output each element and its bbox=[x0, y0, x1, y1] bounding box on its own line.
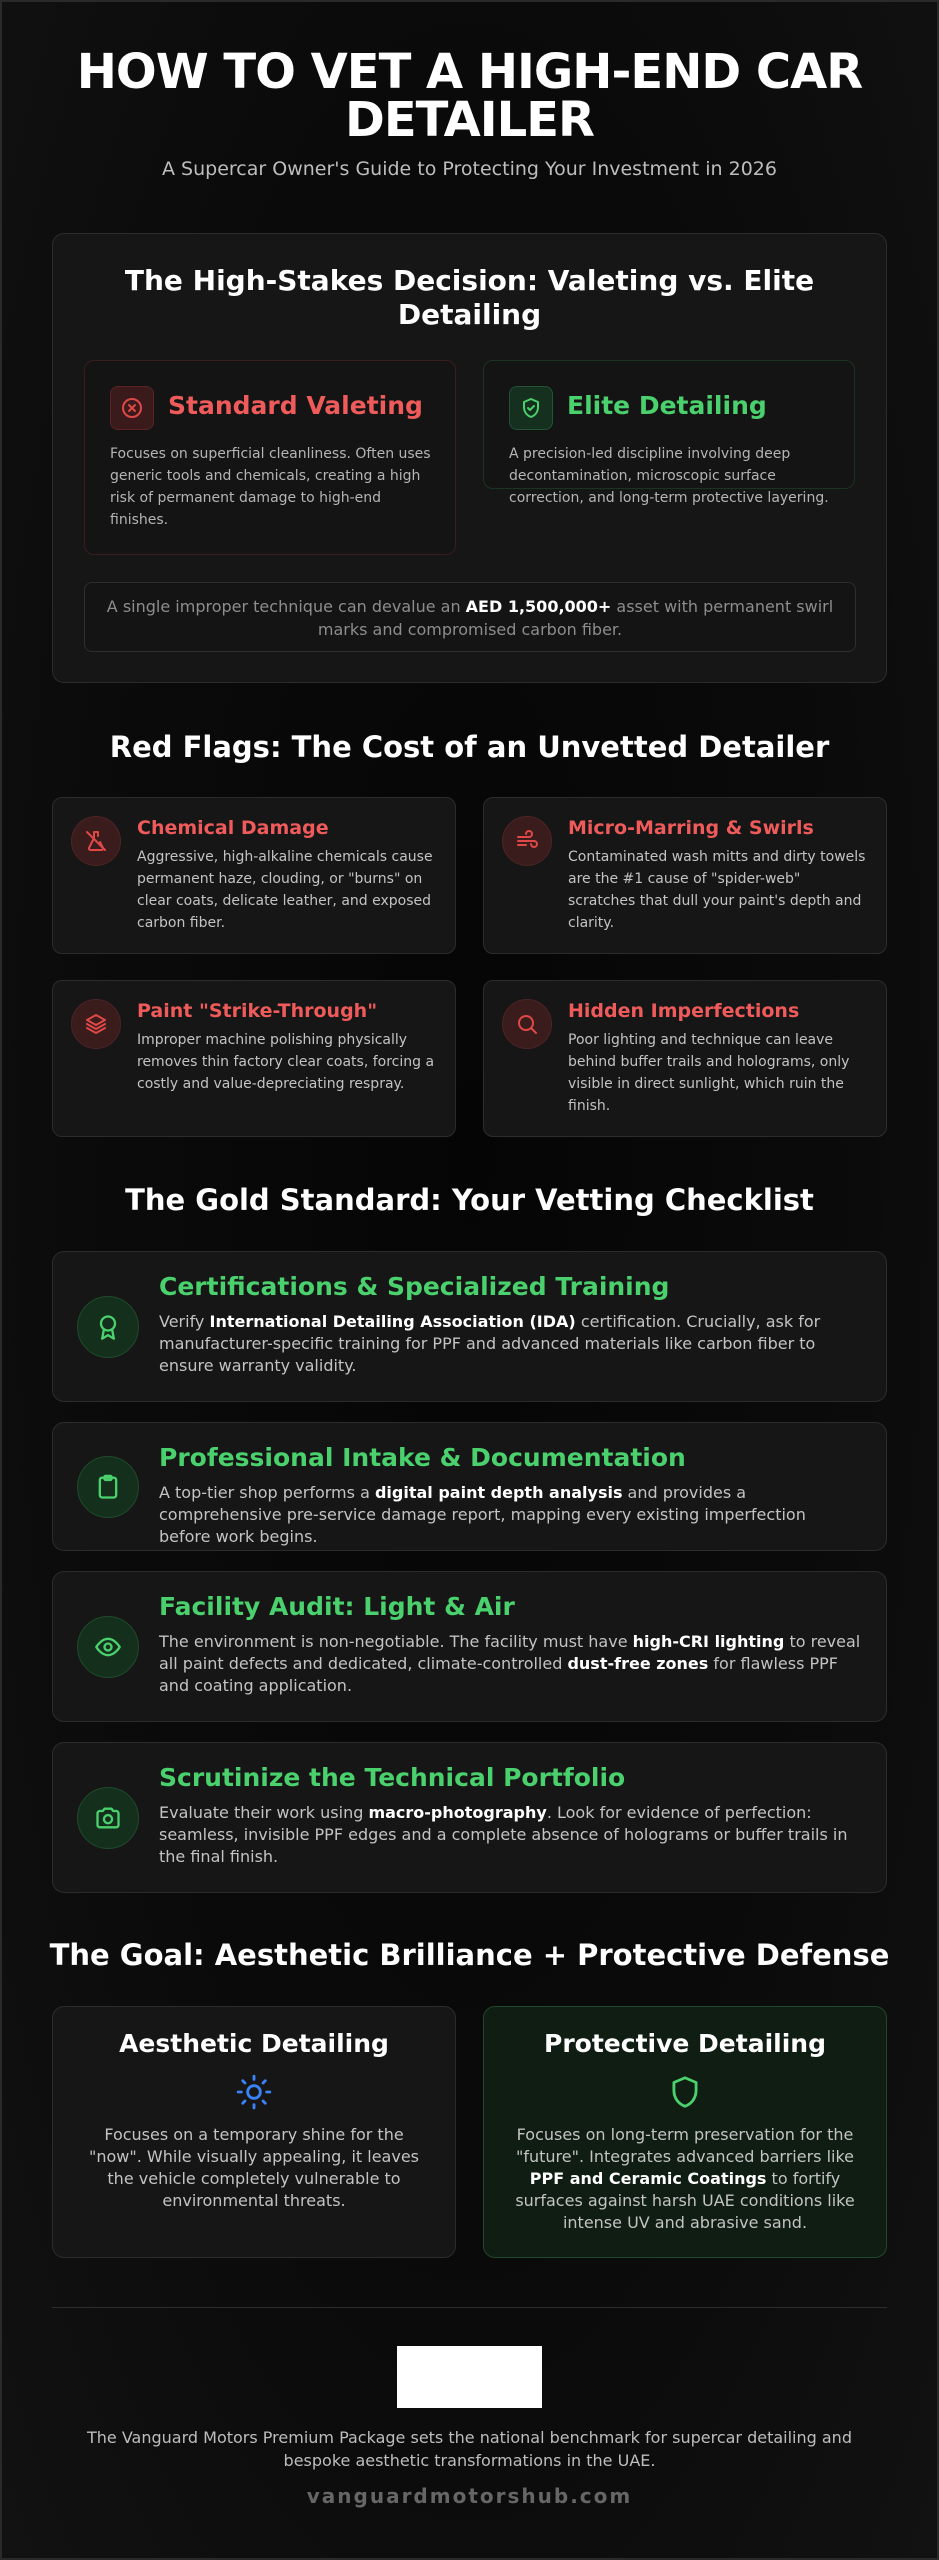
checklist-item-desc bbox=[159, 1631, 862, 1697]
protective-title: Protective Detailing bbox=[544, 2029, 826, 2058]
checklist-item bbox=[52, 1422, 887, 1551]
checklist-item-desc bbox=[159, 1482, 862, 1548]
shield-icon bbox=[484, 2073, 886, 2111]
checklist-item-desc bbox=[159, 1802, 862, 1868]
checklist-item-title: Professional Intake & Documentation bbox=[159, 1443, 686, 1472]
desc-text: certification. Crucially, ask for manufacturer-specific training for PPF and advanced materials like carbon fiber to ensure warranty validity. bbox=[159, 1312, 821, 1375]
flag-desc: Contaminated wash mitts and dirty towels are the #1 cause of "spider-web" scratches that dull your paint's depth and clarity. bbox=[568, 849, 866, 931]
checklist-item-title: Scrutinize the Technical Portfolio bbox=[159, 1763, 626, 1792]
checklist-item bbox=[52, 1571, 887, 1722]
checklist-title: The Gold Standard: Your Vetting Checklist bbox=[125, 1183, 814, 1217]
goal-title: The Goal: Aesthetic Brilliance + Protective Defense bbox=[49, 1938, 890, 1972]
aesthetic-title: Aesthetic Detailing bbox=[119, 2029, 389, 2058]
standard-valeting-card bbox=[84, 360, 456, 555]
search-icon bbox=[502, 999, 552, 1049]
checklist-item bbox=[52, 1251, 887, 1402]
checklist-item-title: Facility Audit: Light & Air bbox=[159, 1592, 515, 1621]
checklist-item bbox=[52, 1742, 887, 1893]
flag-title: Hidden Imperfections bbox=[568, 1000, 800, 1022]
standard-valeting-desc: Focuses on superficial cleanliness. Often uses generic tools and chemicals, creating a high risk of permanent damage to high-end finishes. bbox=[110, 446, 431, 528]
aesthetic-desc: Focuses on a temporary shine for the "now". While visually appealing, it leaves the vehicle completely vulnerable to environmental threats. bbox=[89, 2125, 419, 2210]
flag-desc: Aggressive, high-alkaline chemicals cause permanent haze, clouding, or "burns" on clear coats, delicate leather, and exposed carbon fiber. bbox=[137, 849, 433, 931]
desc-text: to reveal all paint defects and dedicated, climate-controlled bbox=[159, 1632, 861, 1673]
footer-divider bbox=[52, 2307, 887, 2308]
desc-highlight: PPF and Ceramic Coatings bbox=[529, 2169, 767, 2188]
protective-desc bbox=[508, 2124, 862, 2234]
clipboard-icon bbox=[77, 1456, 139, 1518]
award-icon bbox=[77, 1296, 139, 1358]
flag-card bbox=[52, 980, 456, 1137]
elite-detailing-card bbox=[483, 360, 855, 506]
flag-card bbox=[483, 980, 887, 1137]
decision-section bbox=[52, 233, 887, 683]
flag-card bbox=[52, 797, 456, 954]
desc-highlight: International Detailing Association (IDA) bbox=[209, 1312, 576, 1331]
desc-text: Evaluate their work using bbox=[159, 1803, 369, 1822]
protective-detailing-card bbox=[483, 2006, 887, 2258]
flask-off-icon bbox=[71, 816, 121, 866]
footer-text: The Vanguard Motors Premium Package sets the national benchmark for supercar detailing and bespoke aesthetic transformations in the UAE. bbox=[87, 2428, 852, 2470]
flag-card bbox=[483, 797, 887, 954]
red-flags-title: Red Flags: The Cost of an Unvetted Detailer bbox=[109, 730, 830, 764]
page-subtitle: A Supercar Owner's Guide to Protecting Your Investment in 2026 bbox=[162, 158, 777, 180]
devaluation-warning bbox=[84, 582, 856, 652]
desc-text: for flawless PPF and coating application. bbox=[159, 1654, 838, 1695]
desc-highlight: macro-photography bbox=[368, 1803, 547, 1822]
warning-text-end: asset with permanent swirl marks and compromised carbon fiber. bbox=[317, 597, 834, 639]
flag-desc: Poor lighting and technique can leave behind buffer trails and holograms, only visible in direct sunlight, which ruin the finish. bbox=[568, 1032, 850, 1114]
desc-highlight: dust-free zones bbox=[567, 1654, 709, 1673]
desc-text: The environment is non-negotiable. The facility must have bbox=[159, 1632, 633, 1651]
checklist-item-title: Certifications & Specialized Training bbox=[159, 1272, 670, 1301]
checklist-item-desc bbox=[159, 1311, 862, 1377]
warning-amount: AED 1,500,000+ bbox=[465, 597, 612, 616]
desc-highlight: digital paint depth analysis bbox=[374, 1483, 623, 1502]
aesthetic-detailing-card bbox=[52, 2006, 456, 2258]
elite-detailing-title: Elite Detailing bbox=[567, 391, 767, 420]
brand-logo bbox=[397, 2346, 542, 2408]
desc-text: . Look for evidence of perfection: seamless, invisible PPF edges and a complete absence of holograms or buffer trails in the final finish. bbox=[159, 1803, 848, 1866]
flag-title: Micro-Marring & Swirls bbox=[568, 817, 814, 839]
desc-text: Focuses on long-term preservation for the "future". Integrates advanced barriers like bbox=[515, 2125, 854, 2166]
desc-text: A top-tier shop performs a bbox=[159, 1483, 375, 1502]
flag-title: Paint "Strike-Through" bbox=[137, 1000, 378, 1022]
decision-title: The High-Stakes Decision: Valeting vs. Elite Detailing bbox=[124, 264, 815, 331]
elite-detailing-desc: A precision-led discipline involving deep decontamination, microscopic surface correction, and long-term protective layering. bbox=[509, 446, 829, 506]
layers-icon bbox=[71, 999, 121, 1049]
shield-check-icon bbox=[509, 386, 553, 430]
flag-title: Chemical Damage bbox=[137, 817, 329, 839]
desc-text: Verify bbox=[159, 1312, 210, 1331]
footer-url[interactable]: vanguardmotorshub.com bbox=[306, 2484, 633, 2508]
camera-icon bbox=[77, 1787, 139, 1849]
desc-highlight: high-CRI lighting bbox=[632, 1632, 785, 1651]
eye-icon bbox=[77, 1616, 139, 1678]
flag-desc: Improper machine polishing physically removes thin factory clear coats, forcing a costly and value-depreciating respray. bbox=[137, 1032, 435, 1092]
x-circle-icon bbox=[110, 386, 154, 430]
sun-icon bbox=[53, 2073, 455, 2111]
warning-text: A single improper technique can devalue an bbox=[106, 597, 466, 616]
standard-valeting-title: Standard Valeting bbox=[168, 391, 423, 420]
desc-text: and provides a comprehensive pre-service damage report, mapping every existing imperfection before work begins. bbox=[159, 1483, 806, 1546]
wind-icon bbox=[502, 816, 552, 866]
desc-text: to fortify surfaces against harsh UAE conditions like intense UV and abrasive sand. bbox=[515, 2169, 855, 2232]
page-title: HOW TO VET A HIGH-END CAR DETAILER bbox=[76, 44, 863, 148]
